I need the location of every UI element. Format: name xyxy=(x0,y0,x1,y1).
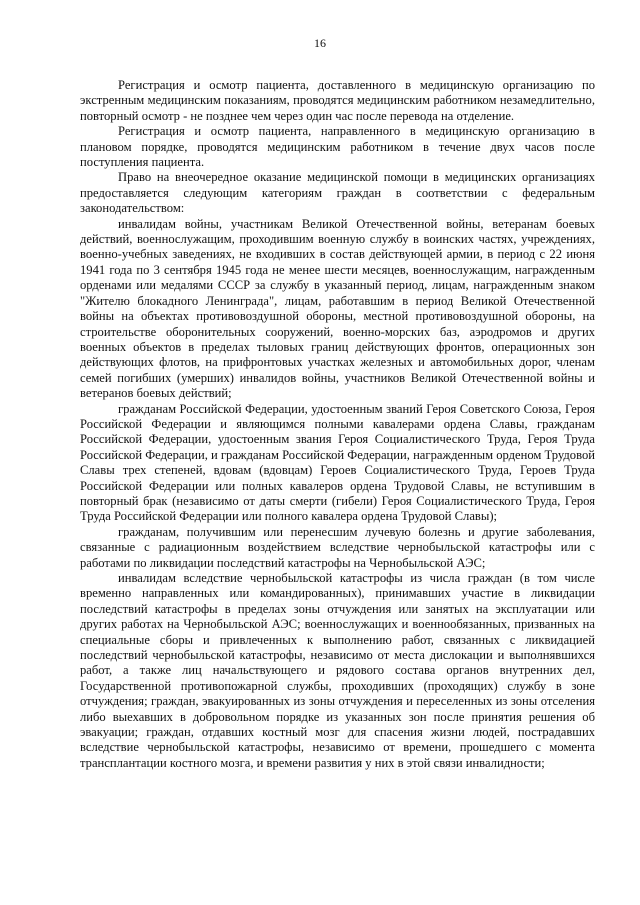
document-body xyxy=(80,78,595,771)
paragraph-chernobyl-disabled: инвалидам вследствие чернобыльской катастрофы из числа граждан (в том числе временно направленных или командированных), принимавших участие в ликвидации последствий катастрофы в пределах зоны отчуждения или занятых на эксплуатации или других работах на Чернобыльской АЭС; военнослужащих и военнообязанных, призванных на специальные сборы и привлеченных к выполнению работ, связанных с ликвидацией последствий чернобыльской катастрофы, независимо от места дислокации и выполнявшихся работ, а также лиц начальствующего и рядового состава органов внутренних дел, Государственной противопожарной службы, проходивших (проходящих) службу в зоне отчуждения; граждан, эвакуированных из зоны отчуждения и переселенных из зоны отселения либо выехавших в добровольном порядке из указанных зон после принятия решения об эвакуации; граждан, отдавших костный мозг для спасения жизни людей, пострадавших вследствие чернобыльской катастрофы, независимо от времени, прошедшего с момента трансплантации костного мозга, и времени развития у них в этой связи инвалидности; xyxy=(80,571,595,770)
paragraph-emergency-registration: Регистрация и осмотр пациента, доставленного в медицинскую организацию по экстренным медицинским показаниям, проводятся медицинским работником незамедлительно, повторный осмотр - не позднее чем через один час после перевода на отделение. xyxy=(80,78,595,123)
paragraph-radiation-illness: гражданам, получившим или перенесшим лучевую болезнь и другие заболевания, связанные с радиационным воздействием вследствие чернобыльской катастрофы или с работами по ликвидации последствий катастрофы на Чернобыльской АЭС; xyxy=(80,524,595,570)
paragraph-war-veterans: инвалидам войны, участникам Великой Отечественной войны, ветеранам боевых действий, военнослужащим, проходившим военную службу в воинских частях, учреждениях, военно-учебных заведениях, не входивших в состав действующей армии, в период с 22 июня 1941 года по 3 сентября 1945 года не менее шести месяцев, военнослужащим, награжденным орденами или медалями СССР за службу в указанный период, лицам, награжденным знаком "Жителю блокадного Ленинграда", лицам, работавшим в период Великой Отечественной войны на объектах противовоздушной обороны, местной противовоздушной обороны, на строительстве оборонительных сооружений, военно-морских баз, аэродромов и других военных объектов в пределах тыловых границ действующих фронтов, операционных зон действующих флотов, на прифронтовых участках железных и автомобильных дорог, членам семей погибших (умерших) инвалидов войны, участников Великой Отечественной войны и ветеранов боевых действий; xyxy=(80,216,595,401)
page-number: 16 xyxy=(314,36,326,50)
paragraph-heroes: гражданам Российской Федерации, удостоенным званий Героя Советского Союза, Героя Российской Федерации и являющимся полными кавалерами ордена Славы, гражданам Российской Федерации, удостоенным звания Героя Социалистического Труда, Героя Труда Российской Федерации, и гражданам Российской Федерации, награжденным орденом Трудовой Славы трех степеней, вдовам (вдовцам) Героев Социалистического Труда, Героев Труда Российской Федерации или полных кавалеров ордена Трудовой Славы, не вступившим в повторный брак (независимо от даты смерти (гибели) Героя Социалистического Труда, Героя Труда Российской Федерации или полного кавалера ордена Трудовой Славы); xyxy=(80,401,595,524)
paragraph-priority-care-intro: Право на внеочередное оказание медицинской помощи в медицинских организациях предоставляется следующим категориям граждан в соответствии с федеральным законодательством: xyxy=(80,170,595,216)
paragraph-planned-registration: Регистрация и осмотр пациента, направленного в медицинскую организацию в плановом порядке, проводятся медицинским работником в течение двух часов после поступления пациента. xyxy=(80,124,595,170)
